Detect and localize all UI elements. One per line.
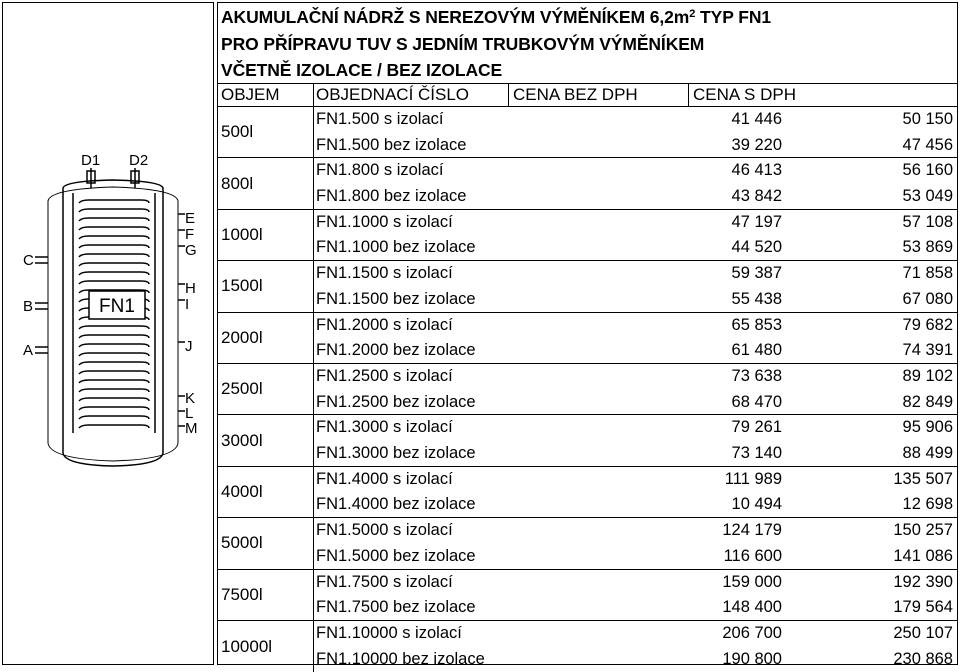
volume-label: 4000l: [221, 467, 311, 517]
order-code-cell: FN1.2000 bez izolace: [316, 338, 476, 363]
label-l: L: [185, 405, 193, 422]
table-row: [313, 441, 957, 467]
price-net-cell: 111 989: [508, 467, 788, 492]
label-k: K: [185, 390, 195, 407]
volume-label: 7500l: [221, 570, 311, 620]
volume-group: [218, 570, 957, 621]
volume-label: 500l: [221, 107, 311, 157]
order-code-cell: FN1.3000 bez izolace: [316, 441, 476, 466]
table-row: [313, 595, 957, 621]
price-gross-cell: 50 150: [688, 107, 958, 132]
table-row: [313, 621, 957, 647]
header-code: OBJEDNACÍ ČÍSLO: [313, 84, 469, 106]
volume-group: [218, 313, 957, 364]
volume-label: 2500l: [221, 364, 311, 414]
price-net-cell: 43 842: [508, 184, 788, 209]
title-text-1-tail: TYP FN1: [695, 7, 771, 27]
tank-diagram: [3, 3, 213, 663]
label-j: J: [185, 338, 193, 355]
order-code-cell: FN1.5000 s izolací: [316, 518, 453, 543]
label-i: I: [185, 296, 189, 313]
table-row: [313, 544, 957, 570]
order-code-cell: FN1.1500 s izolací: [316, 261, 453, 286]
price-net-cell: 73 638: [508, 364, 788, 389]
price-gross-cell: 53 049: [688, 184, 958, 209]
order-code-cell: FN1.1500 bez izolace: [316, 287, 476, 312]
volume-group: [218, 518, 957, 569]
table-row: [313, 235, 957, 261]
diagram-panel: [2, 2, 214, 665]
title-line-2: PRO PŘÍPRAVU TUV S JEDNÍM TRUBKOVÝM VÝMĚNÍKEM: [221, 34, 704, 55]
label-a: A: [23, 342, 33, 359]
price-gross-cell: 67 080: [688, 287, 958, 312]
table-row: [313, 467, 957, 493]
order-code-cell: FN1.7500 bez izolace: [316, 595, 476, 620]
price-gross-cell: 250 107: [688, 621, 958, 646]
price-net-cell: 190 800: [508, 647, 788, 672]
price-table-panel: [217, 2, 958, 665]
volume-label: 800l: [221, 158, 311, 208]
order-code-cell: FN1.5000 bez izolace: [316, 544, 476, 569]
label-m: M: [185, 420, 198, 437]
price-net-cell: 61 480: [508, 338, 788, 363]
price-net-cell: 206 700: [508, 621, 788, 646]
price-net-cell: 68 470: [508, 390, 788, 415]
table-row: [313, 287, 957, 313]
volume-group: [218, 364, 957, 415]
price-gross-cell: 150 257: [688, 518, 958, 543]
order-code-cell: FN1.500 bez izolace: [316, 133, 466, 158]
order-code-cell: FN1.3000 s izolací: [316, 415, 453, 440]
price-net-cell: 79 261: [508, 415, 788, 440]
order-code-cell: FN1.2500 bez izolace: [316, 390, 476, 415]
table-row: [313, 415, 957, 441]
table-row: [313, 313, 957, 339]
price-net-cell: 41 446: [508, 107, 788, 132]
table-row: [313, 518, 957, 544]
order-code-cell: FN1.2500 s izolací: [316, 364, 453, 389]
title-superscript: 2: [689, 8, 695, 20]
volume-group: [218, 467, 957, 518]
price-net-cell: 148 400: [508, 595, 788, 620]
volume-group: [218, 107, 957, 158]
title-text-1: AKUMULAČNÍ NÁDRŽ S NEREZOVÝM VÝMĚNÍKEM 6,2m: [221, 7, 689, 27]
table-row: [313, 570, 957, 596]
volume-label: 1000l: [221, 210, 311, 260]
order-code-cell: FN1.800 s izolací: [316, 158, 443, 183]
table-row: [313, 184, 957, 210]
label-e: E: [185, 210, 195, 227]
order-code-cell: FN1.4000 s izolací: [316, 467, 453, 492]
label-d2: D2: [129, 152, 148, 169]
title-line-3: VČETNĚ IZOLACE / BEZ IZOLACE: [221, 60, 502, 81]
table-row: [313, 158, 957, 184]
price-net-cell: 55 438: [508, 287, 788, 312]
price-gross-cell: 79 682: [688, 313, 958, 338]
price-net-cell: 39 220: [508, 133, 788, 158]
volume-group: [218, 415, 957, 466]
price-gross-cell: 12 698: [688, 492, 958, 517]
price-gross-cell: 71 858: [688, 261, 958, 286]
table-row: [313, 492, 957, 518]
table-row: [313, 647, 957, 672]
table-row: [313, 210, 957, 236]
order-code-cell: FN1.4000 bez izolace: [316, 492, 476, 517]
order-code-cell: FN1.2000 s izolací: [316, 313, 453, 338]
price-net-cell: 47 197: [508, 210, 788, 235]
order-code-cell: FN1.10000 bez izolace: [316, 647, 485, 672]
order-code-cell: FN1.7500 s izolací: [316, 570, 453, 595]
volume-group: [218, 261, 957, 312]
price-net-cell: 124 179: [508, 518, 788, 543]
table-row: [313, 390, 957, 416]
header-price-gross: CENA S DPH: [690, 84, 796, 106]
price-net-cell: 159 000: [508, 570, 788, 595]
label-f: F: [185, 226, 194, 243]
volume-group: [218, 621, 957, 672]
price-net-cell: 44 520: [508, 235, 788, 260]
price-net-cell: 10 494: [508, 492, 788, 517]
volume-label: 1500l: [221, 261, 311, 311]
order-code-cell: FN1.800 bez izolace: [316, 184, 466, 209]
volume-label: 2000l: [221, 313, 311, 363]
table-header: [218, 83, 957, 107]
price-gross-cell: 89 102: [688, 364, 958, 389]
price-gross-cell: 74 391: [688, 338, 958, 363]
price-net-cell: 73 140: [508, 441, 788, 466]
price-gross-cell: 135 507: [688, 467, 958, 492]
order-code-cell: FN1.1000 bez izolace: [316, 235, 476, 260]
price-gross-cell: 47 456: [688, 133, 958, 158]
price-gross-cell: 56 160: [688, 158, 958, 183]
price-gross-cell: 230 868: [688, 647, 958, 672]
label-h: H: [185, 280, 196, 297]
volume-label: 5000l: [221, 518, 311, 568]
price-gross-cell: 141 086: [688, 544, 958, 569]
price-gross-cell: 82 849: [688, 390, 958, 415]
volume-group: [218, 158, 957, 209]
price-net-cell: 59 387: [508, 261, 788, 286]
volume-label: 3000l: [221, 415, 311, 465]
label-b: B: [23, 298, 33, 315]
volume-group: [218, 210, 957, 261]
order-code-cell: FN1.1000 s izolací: [316, 210, 453, 235]
price-net-cell: 65 853: [508, 313, 788, 338]
table-row: [313, 107, 957, 133]
table-row: [313, 261, 957, 287]
table-row: [313, 364, 957, 390]
label-g: G: [185, 242, 197, 259]
table-row: [313, 338, 957, 364]
price-net-cell: 116 600: [508, 544, 788, 569]
order-code-cell: FN1.10000 s izolací: [316, 621, 462, 646]
price-gross-cell: 53 869: [688, 235, 958, 260]
price-gross-cell: 95 906: [688, 415, 958, 440]
order-code-cell: FN1.500 s izolací: [316, 107, 443, 132]
header-price-net: CENA BEZ DPH: [510, 84, 638, 106]
price-gross-cell: 179 564: [688, 595, 958, 620]
price-gross-cell: 192 390: [688, 570, 958, 595]
tank-label: FN1: [99, 296, 135, 317]
label-c: C: [23, 252, 34, 269]
table-row: [313, 133, 957, 159]
title-line-1: [221, 7, 771, 28]
price-gross-cell: 88 499: [688, 441, 958, 466]
header-volume: OBJEM: [218, 84, 280, 106]
price-gross-cell: 57 108: [688, 210, 958, 235]
price-net-cell: 46 413: [508, 158, 788, 183]
label-d1: D1: [81, 152, 100, 169]
volume-label: 10000l: [221, 621, 311, 672]
